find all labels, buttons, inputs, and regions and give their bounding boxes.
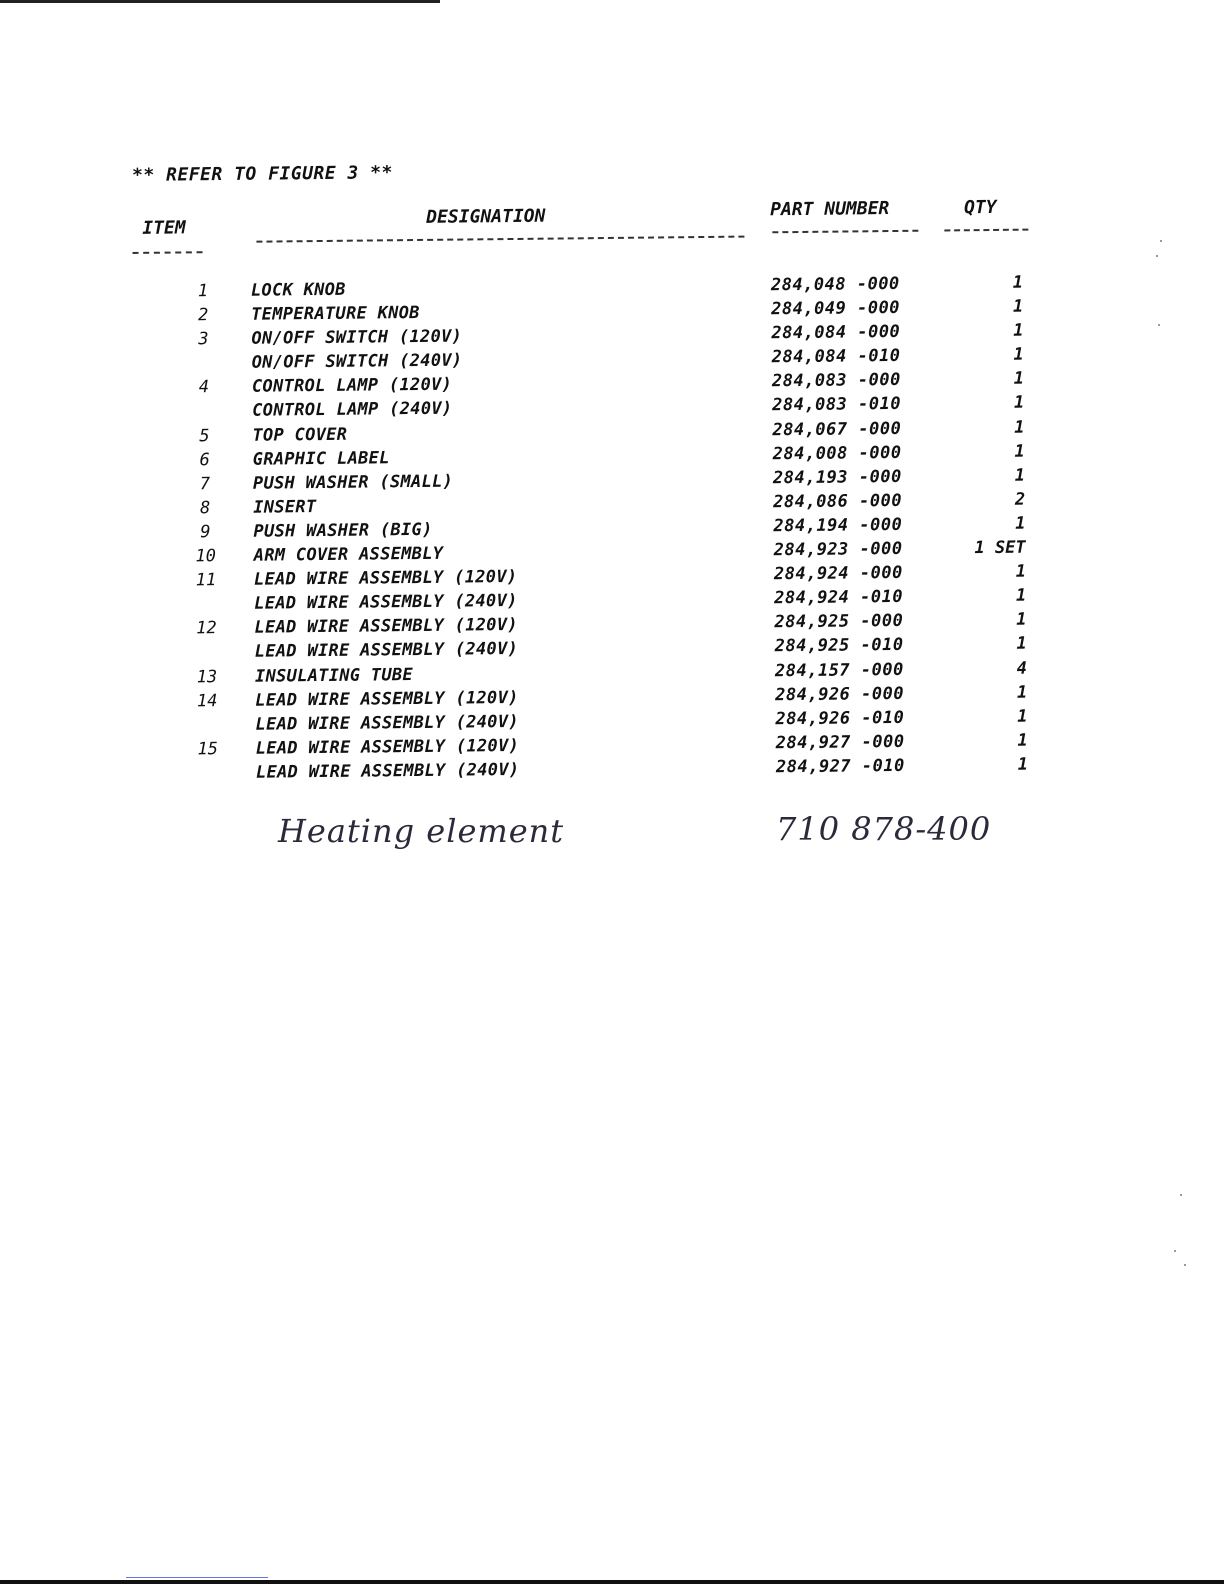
scan-edge-top xyxy=(0,0,440,3)
scan-speck xyxy=(1156,255,1158,257)
part-number-cell: 284,083 -010 xyxy=(772,394,902,416)
part-number-cell: 284,923 -000 xyxy=(773,538,903,561)
part-number-cell: 284,084 -010 xyxy=(771,346,901,368)
qty-cell: 1 xyxy=(1017,730,1028,751)
qty-cell: 1 xyxy=(1014,441,1025,462)
designation-cell: LEAD WIRE ASSEMBLY (120V) xyxy=(255,735,520,759)
designation-cell: PUSH WASHER (SMALL) xyxy=(252,471,454,494)
item-number: 3 xyxy=(198,329,209,350)
designation-cell: INSULATING TUBE xyxy=(254,664,414,687)
scan-edge-bottom-blue xyxy=(126,1577,268,1578)
designation-cell: LEAD WIRE ASSEMBLY (240V) xyxy=(254,639,519,663)
qty-cell: 1 SET xyxy=(974,537,1026,559)
part-number-cell: 284,926 -010 xyxy=(775,707,905,729)
designation-cell: LEAD WIRE ASSEMBLY (240V) xyxy=(254,591,518,614)
designation-cell: GRAPHIC LABEL xyxy=(252,447,390,470)
qty-cell: 2 xyxy=(1014,489,1026,510)
divider xyxy=(944,229,1028,232)
handwritten-designation: Heating element xyxy=(278,812,565,850)
qty-cell: 1 xyxy=(1015,513,1026,534)
designation-cell: INSERT xyxy=(253,496,317,518)
scan-edge-bottom xyxy=(0,1580,1224,1584)
part-number-cell: 284,086 -000 xyxy=(773,490,903,513)
item-number: 4 xyxy=(198,377,210,398)
item-number: 7 xyxy=(199,473,211,495)
qty-cell: 1 xyxy=(1015,585,1027,606)
qty-cell: 1 xyxy=(1014,465,1026,486)
part-number-cell: 284,924 -010 xyxy=(774,587,904,609)
designation-cell: CONTROL LAMP (240V) xyxy=(252,399,453,422)
designation-cell: ON/OFF SWITCH (120V) xyxy=(251,326,463,349)
designation-cell: TEMPERATURE KNOB xyxy=(251,303,420,325)
qty-cell: 4 xyxy=(1016,658,1028,679)
item-number: 1 xyxy=(197,281,209,302)
scan-speck xyxy=(1158,324,1160,326)
designation-cell: LEAD WIRE ASSEMBLY (120V) xyxy=(253,567,518,590)
designation-cell: LEAD WIRE ASSEMBLY (120V) xyxy=(254,615,518,639)
designation-cell: TOP COVER xyxy=(252,424,348,446)
refer-note: ** REFER TO FIGURE 3 ** xyxy=(132,162,393,186)
part-number-cell: 284,049 -000 xyxy=(771,298,901,320)
part-number-cell: 284,924 -000 xyxy=(773,563,903,585)
qty-cell: 1 xyxy=(1016,682,1028,703)
item-number: 12 xyxy=(196,618,217,639)
qty-cell: 1 xyxy=(1012,272,1024,293)
designation-cell: CONTROL LAMP (120V) xyxy=(251,375,453,398)
table-body xyxy=(131,272,1046,787)
scan-speck xyxy=(1174,1250,1176,1252)
designation-cell: LEAD WIRE ASSEMBLY (120V) xyxy=(255,687,519,711)
part-number-cell: 284,926 -000 xyxy=(775,683,905,705)
qty-cell: 1 xyxy=(1013,344,1024,366)
part-number-cell: 284,194 -000 xyxy=(773,514,903,537)
item-number: 10 xyxy=(195,546,217,567)
designation-cell: LEAD WIRE ASSEMBLY (240V) xyxy=(255,711,519,735)
qty-cell: 1 xyxy=(1013,369,1025,390)
part-number-cell: 284,048 -000 xyxy=(770,273,900,296)
column-header-qty: QTY xyxy=(964,196,997,219)
item-number: 2 xyxy=(197,305,209,326)
designation-cell: ON/OFF SWITCH (240V) xyxy=(251,350,463,374)
item-number: 11 xyxy=(195,570,217,591)
divider xyxy=(256,236,744,243)
designation-cell: ARM COVER ASSEMBLY xyxy=(253,543,444,566)
part-number-cell: 284,193 -000 xyxy=(772,466,902,489)
divider xyxy=(133,251,203,254)
scan-speck xyxy=(1184,1264,1186,1266)
column-header-designation: DESIGNATION xyxy=(426,205,546,228)
item-number: 15 xyxy=(197,738,219,760)
qty-cell: 1 xyxy=(1013,320,1024,341)
scan-speck xyxy=(1160,240,1162,242)
qty-cell: 1 xyxy=(1016,609,1027,631)
part-number-cell: 284,084 -000 xyxy=(771,322,901,344)
part-number-cell: 284,925 -000 xyxy=(774,611,904,633)
designation-cell: PUSH WASHER (BIG) xyxy=(253,519,433,542)
part-number-cell: 284,083 -000 xyxy=(771,370,901,392)
part-number-cell: 284,067 -000 xyxy=(772,418,902,440)
part-number-cell: 284,927 -000 xyxy=(775,731,905,754)
column-header-part-number: PART NUMBER xyxy=(770,198,890,221)
item-number: 13 xyxy=(196,666,218,687)
part-number-cell: 284,925 -010 xyxy=(774,635,904,657)
qty-cell: 1 xyxy=(1017,754,1029,775)
parts-table xyxy=(130,190,1040,783)
qty-cell: 1 xyxy=(1012,296,1024,317)
qty-cell: 1 xyxy=(1014,417,1025,438)
qty-cell: 1 xyxy=(1017,706,1028,727)
qty-cell: 1 xyxy=(1015,561,1027,582)
item-number: 14 xyxy=(196,690,218,711)
item-number: 8 xyxy=(200,498,211,519)
item-number: 6 xyxy=(199,449,210,470)
item-number: 5 xyxy=(199,425,210,446)
divider xyxy=(772,230,918,234)
part-number-cell: 284,008 -000 xyxy=(772,442,902,464)
part-number-cell: 284,927 -010 xyxy=(775,755,905,778)
part-number-cell: 284,157 -000 xyxy=(774,659,904,681)
scan-speck xyxy=(1180,1194,1182,1196)
qty-cell: 1 xyxy=(1013,393,1025,414)
item-number: 9 xyxy=(200,522,211,543)
designation-cell: LOCK KNOB xyxy=(250,279,346,301)
handwritten-part-number: 710 878-400 xyxy=(776,810,992,848)
column-header-item: ITEM xyxy=(142,217,186,239)
designation-cell: LEAD WIRE ASSEMBLY (240V) xyxy=(255,759,520,783)
qty-cell: 1 xyxy=(1016,634,1027,655)
